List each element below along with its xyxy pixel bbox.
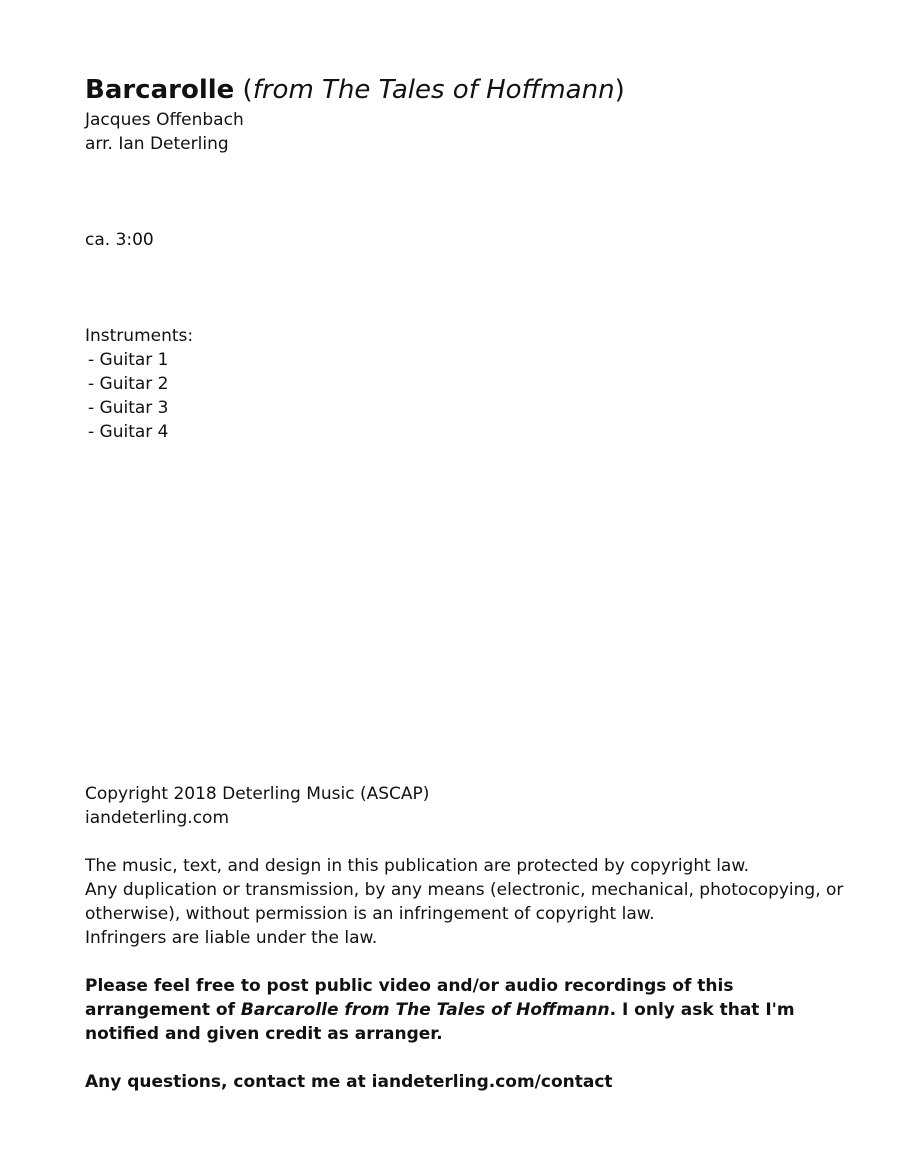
duration-block (85, 228, 825, 252)
legal-line: Any duplication or transmission, by any means (electronic, mechanical, photocopying, or (85, 880, 844, 900)
composer-name: Jacques Offenbach (85, 110, 244, 130)
arranger-name: arr. Ian Deterling (85, 134, 229, 154)
note-text-1: Please feel free to post public video and/or audio recordings of this arrangement of (85, 976, 734, 1020)
list-item: - Guitar 2 (88, 374, 169, 394)
title-subtitle: from The Tales of Hoffmann (252, 75, 615, 105)
page-title (85, 72, 825, 108)
credits (85, 108, 825, 156)
title-main: Barcarolle (85, 75, 235, 105)
recording-permission-note (85, 974, 825, 1046)
legal-notice (85, 854, 844, 950)
list-item: - Guitar 3 (88, 398, 169, 418)
note-text-2: . I only ask that I'm notified and given credit as arranger. (85, 1000, 795, 1044)
note-italic-title: Barcarolle from The Tales of Hoffmann (240, 1000, 610, 1020)
legal-line: otherwise), without permission is an infringement of copyright law. (85, 904, 655, 924)
list-item: - Guitar 1 (88, 350, 169, 370)
legal-line: Infringers are liable under the law. (85, 928, 378, 948)
copyright-block (85, 782, 825, 830)
legal-line: The music, text, and design in this publication are protected by copyright law. (85, 856, 750, 876)
website-link[interactable]: iandeterling.com (85, 808, 230, 828)
title-close-paren: ) (614, 75, 625, 105)
duration: ca. 3:00 (85, 230, 154, 250)
title-open-paren: ( (234, 75, 253, 105)
instruments-heading: Instruments: (85, 326, 194, 346)
copyright-line: Copyright 2018 Deterling Music (ASCAP) (85, 784, 430, 804)
contact-line: Any questions, contact me at iandeterling.com/contact (85, 1072, 613, 1092)
list-item: - Guitar 4 (88, 422, 169, 442)
instruments-list (85, 324, 825, 444)
